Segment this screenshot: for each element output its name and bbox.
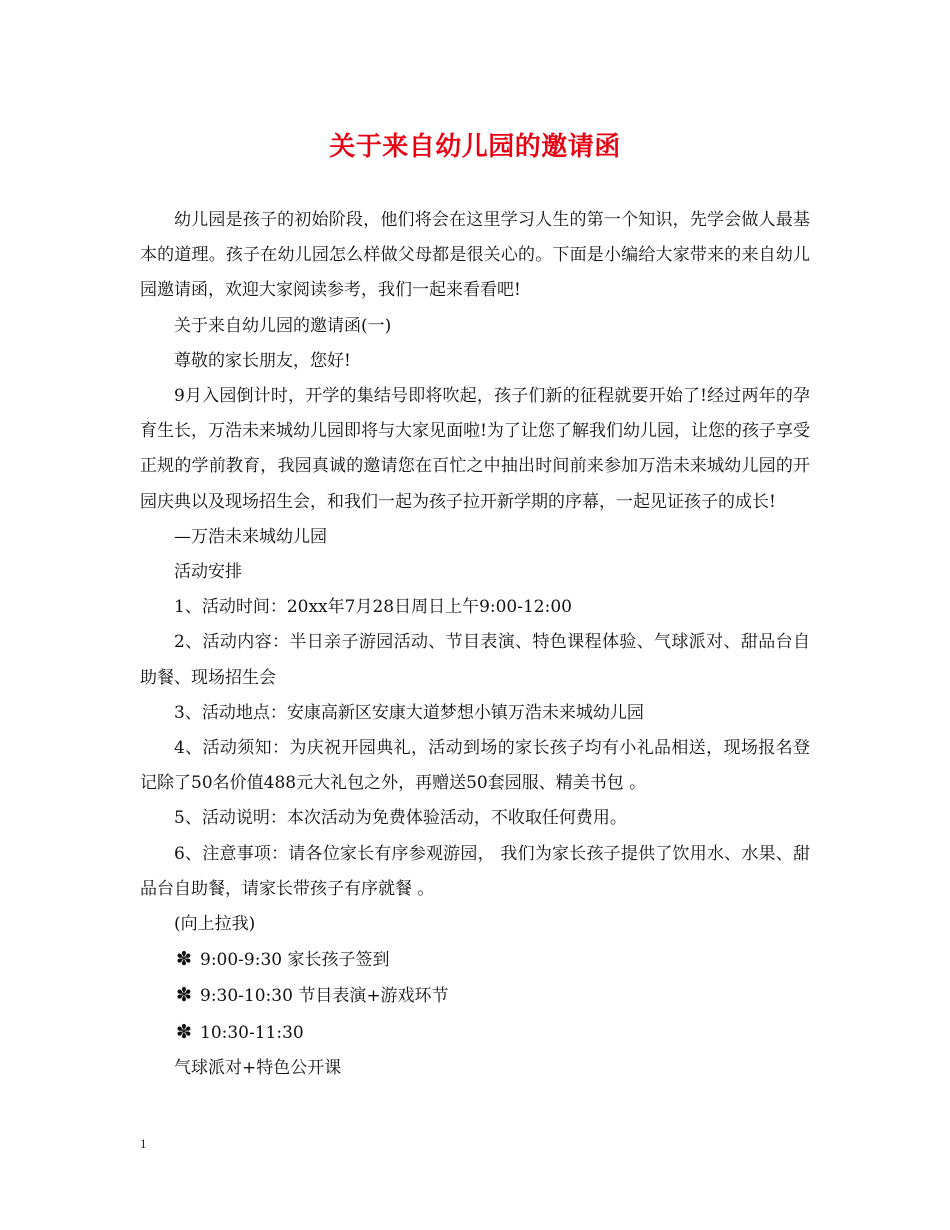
schedule-item: [140, 978, 810, 1014]
schedule-text: 9:30-10:30 节目表演+游戏环节: [200, 986, 449, 1007]
section-heading: 活动安排: [174, 562, 242, 583]
flower-bullet-icon: ✽: [176, 1020, 192, 1043]
flower-bullet-icon: ✽: [176, 948, 192, 971]
schedule-item: [140, 942, 810, 978]
pull-up-note: (向上拉我): [174, 914, 256, 935]
list-item: 3、活动地点：安康高新区安康大道梦想小镇万浩未来城幼儿园: [174, 702, 644, 723]
list-item: 1、活动时间：20xx年7月28日周日上午9:00-12:00: [174, 597, 572, 618]
list-item: 5、活动说明：本次活动为免费体验活动，不收取任何费用。: [174, 808, 627, 829]
flower-bullet-icon: ✽: [176, 984, 192, 1007]
schedule-text: 9:00-9:30 家长孩子签到: [200, 950, 390, 971]
schedule-item: [140, 1015, 810, 1051]
invitation-paragraph: 9月入园倒计时，开学的集结号即将吹起，孩子们新的征程就要开始了!经过两年的孕育生长，万浩未来城幼儿园即将与大家见面啦!为了让您了解我们幼儿园，让您的孩子享受正规的学前教育，我园真诚的邀请您在百忙之中抽出时间前来参加万浩未来城幼儿园的开园庆典以及现场招生会，和我们一起为孩子拉开新学期的序幕，一起见证孩子的成长!: [140, 386, 810, 512]
list-item: 6、注意事项：请各位家长有序参观游园， 我们为家长孩子提供了饮用水、水果、甜品台自助餐，请家长带孩子有序就餐 。: [140, 843, 810, 899]
salutation: 尊敬的家长朋友，您好!: [174, 350, 351, 371]
signature-line: —万浩未来城幼儿园: [174, 526, 327, 547]
document-title: 关于来自幼儿园的邀请函: [329, 132, 621, 162]
closing-line: 气球派对+特色公开课: [174, 1057, 342, 1078]
document-body: [140, 203, 810, 1086]
list-item: 2、活动内容：半日亲子游园活动、节目表演、特色课程体验、气球派对、甜品台自助餐、现场招生会: [140, 632, 810, 688]
intro-paragraph: 幼儿园是孩子的初始阶段，他们将会在这里学习人生的第一个知识，先学会做人最基本的道理。孩子在幼儿园怎么样做父母都是很关心的。下面是小编给大家带来的来自幼儿园邀请函，欢迎大家阅读参考，我们一起来看看吧!: [140, 210, 810, 301]
page-number: 1: [140, 1136, 147, 1151]
schedule-text: 10:30-11:30: [200, 1022, 304, 1043]
invitation-heading: 关于来自幼儿园的邀请函(一): [174, 315, 392, 336]
list-item: 4、活动须知：为庆祝开园典礼，活动到场的家长孩子均有小礼品相送，现场报名登记除了50名价值488元大礼包之外，再赠送50套园服、精美书包 。: [140, 738, 810, 794]
